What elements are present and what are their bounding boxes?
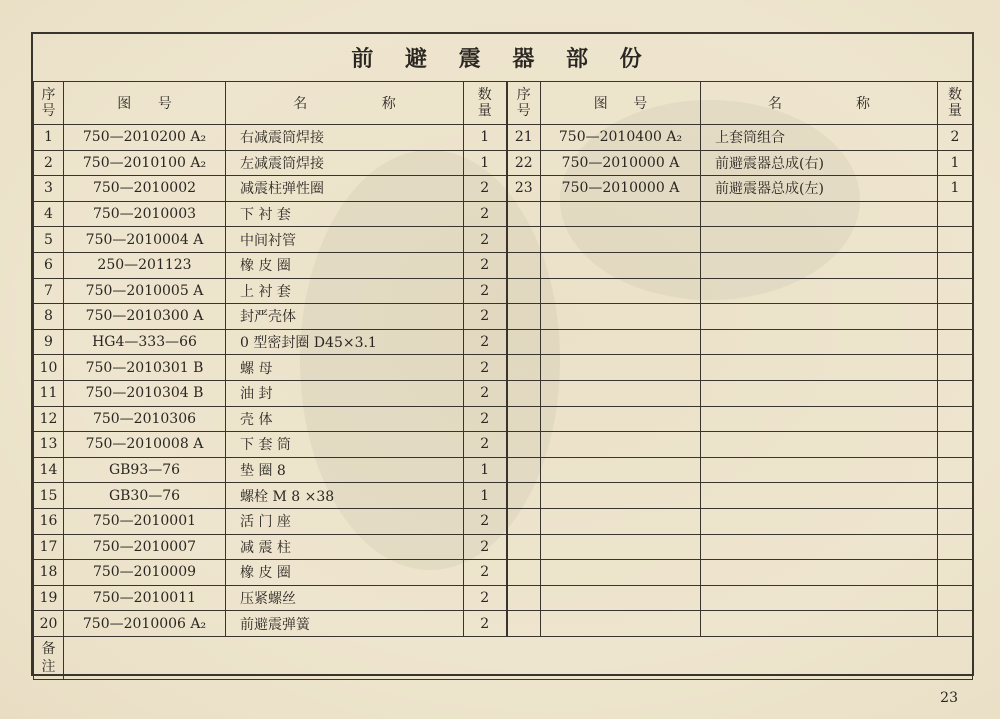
part-quantity-right: 1 bbox=[938, 150, 973, 176]
row-number: 14 bbox=[34, 457, 64, 483]
part-quantity: 2 bbox=[464, 406, 507, 432]
part-code-right bbox=[541, 329, 701, 355]
table-row bbox=[34, 508, 973, 534]
part-quantity: 2 bbox=[464, 278, 507, 304]
notes-label: 备 注 bbox=[34, 636, 64, 679]
part-code-right bbox=[541, 585, 701, 611]
part-name: 封严壳体 bbox=[226, 304, 464, 330]
part-quantity: 1 bbox=[464, 483, 507, 509]
table-row bbox=[34, 585, 973, 611]
row-number-right bbox=[507, 406, 541, 432]
row-number: 9 bbox=[34, 329, 64, 355]
part-quantity-right bbox=[938, 355, 973, 381]
part-code-right bbox=[541, 611, 701, 637]
part-name: 减震柱弹性圈 bbox=[226, 176, 464, 202]
part-quantity: 2 bbox=[464, 304, 507, 330]
part-name-right bbox=[701, 201, 938, 227]
row-number-right bbox=[507, 329, 541, 355]
part-name-right: 前避震器总成(右) bbox=[701, 150, 938, 176]
row-number: 1 bbox=[34, 125, 64, 151]
part-name: 上 衬 套 bbox=[226, 278, 464, 304]
part-name: 0 型密封圈 D45×3.1 bbox=[226, 329, 464, 355]
part-code: 750—2010306 bbox=[64, 406, 226, 432]
part-code-right bbox=[541, 201, 701, 227]
table-row bbox=[34, 432, 973, 458]
table-row bbox=[34, 560, 973, 586]
part-quantity: 2 bbox=[464, 534, 507, 560]
part-quantity: 1 bbox=[464, 457, 507, 483]
parts-table-frame bbox=[31, 32, 974, 676]
part-name-right bbox=[701, 432, 938, 458]
row-number-right bbox=[507, 380, 541, 406]
row-number-right bbox=[507, 432, 541, 458]
part-quantity: 2 bbox=[464, 329, 507, 355]
row-number: 7 bbox=[34, 278, 64, 304]
row-number: 11 bbox=[34, 380, 64, 406]
part-name: 螺栓 M 8 ×38 bbox=[226, 483, 464, 509]
part-quantity-right: 1 bbox=[938, 176, 973, 202]
row-number: 16 bbox=[34, 508, 64, 534]
part-quantity: 2 bbox=[464, 380, 507, 406]
row-number: 4 bbox=[34, 201, 64, 227]
part-quantity-right: 2 bbox=[938, 125, 973, 151]
row-number-right bbox=[507, 278, 541, 304]
part-quantity: 2 bbox=[464, 355, 507, 381]
table-row bbox=[34, 534, 973, 560]
part-quantity-right bbox=[938, 227, 973, 253]
table-row bbox=[34, 355, 973, 381]
part-code: 750—2010004 A bbox=[64, 227, 226, 253]
part-quantity-right bbox=[938, 329, 973, 355]
part-code: 750—2010300 A bbox=[64, 304, 226, 330]
header-qty-right: 数 量 bbox=[938, 82, 973, 125]
part-name-right bbox=[701, 585, 938, 611]
part-quantity-right bbox=[938, 278, 973, 304]
part-code-right bbox=[541, 457, 701, 483]
part-name-right bbox=[701, 611, 938, 637]
part-name: 活 门 座 bbox=[226, 508, 464, 534]
part-name-right bbox=[701, 406, 938, 432]
row-number: 18 bbox=[34, 560, 64, 586]
part-name: 减 震 柱 bbox=[226, 534, 464, 560]
part-name: 前避震弹簧 bbox=[226, 611, 464, 637]
page-title: 前 避 震 器 部 份 bbox=[33, 34, 972, 82]
table-row bbox=[34, 304, 973, 330]
table-row bbox=[34, 483, 973, 509]
part-quantity: 1 bbox=[464, 150, 507, 176]
part-code: 750—2010007 bbox=[64, 534, 226, 560]
row-number: 10 bbox=[34, 355, 64, 381]
part-name: 中间衬管 bbox=[226, 227, 464, 253]
part-name: 壳 体 bbox=[226, 406, 464, 432]
part-quantity-right bbox=[938, 585, 973, 611]
part-code: 750—2010003 bbox=[64, 201, 226, 227]
part-name-right bbox=[701, 483, 938, 509]
row-number: 17 bbox=[34, 534, 64, 560]
part-code: 750—2010200 A₂ bbox=[64, 125, 226, 151]
row-number: 8 bbox=[34, 304, 64, 330]
part-code: 750—2010011 bbox=[64, 585, 226, 611]
row-number: 12 bbox=[34, 406, 64, 432]
part-quantity-right bbox=[938, 406, 973, 432]
table-row bbox=[34, 150, 973, 176]
part-name: 下 套 筒 bbox=[226, 432, 464, 458]
part-quantity-right bbox=[938, 611, 973, 637]
row-number: 19 bbox=[34, 585, 64, 611]
table-row bbox=[34, 278, 973, 304]
part-code: 250—201123 bbox=[64, 252, 226, 278]
part-code-right bbox=[541, 560, 701, 586]
header-name-right: 名 称 bbox=[701, 82, 938, 125]
part-code-right: 750—2010400 A₂ bbox=[541, 125, 701, 151]
header-name: 名 称 bbox=[226, 82, 464, 125]
part-code: 750—2010001 bbox=[64, 508, 226, 534]
part-code: 750—2010005 A bbox=[64, 278, 226, 304]
part-code: HG4—333—66 bbox=[64, 329, 226, 355]
part-name: 橡 皮 圈 bbox=[226, 560, 464, 586]
row-number: 2 bbox=[34, 150, 64, 176]
notes-row bbox=[34, 636, 973, 679]
row-number-right bbox=[507, 227, 541, 253]
table-row bbox=[34, 176, 973, 202]
part-quantity: 2 bbox=[464, 585, 507, 611]
row-number-right: 22 bbox=[507, 150, 541, 176]
row-number: 13 bbox=[34, 432, 64, 458]
part-name: 左减震筒焊接 bbox=[226, 150, 464, 176]
row-number-right: 23 bbox=[507, 176, 541, 202]
part-quantity-right bbox=[938, 534, 973, 560]
header-seq-right: 序 号 bbox=[507, 82, 541, 125]
part-quantity-right bbox=[938, 432, 973, 458]
part-name-right bbox=[701, 560, 938, 586]
part-code: 750—2010301 B bbox=[64, 355, 226, 381]
part-quantity-right bbox=[938, 483, 973, 509]
part-code-right bbox=[541, 508, 701, 534]
part-code-right bbox=[541, 304, 701, 330]
part-quantity: 2 bbox=[464, 611, 507, 637]
part-code-right bbox=[541, 534, 701, 560]
part-name-right bbox=[701, 278, 938, 304]
part-quantity: 2 bbox=[464, 560, 507, 586]
part-name-right bbox=[701, 227, 938, 253]
table-header-row bbox=[34, 82, 973, 125]
part-quantity-right bbox=[938, 252, 973, 278]
part-code-right bbox=[541, 227, 701, 253]
part-name-right bbox=[701, 508, 938, 534]
table-row bbox=[34, 201, 973, 227]
part-name-right bbox=[701, 355, 938, 381]
table-row bbox=[34, 227, 973, 253]
row-number-right bbox=[507, 355, 541, 381]
part-code-right bbox=[541, 278, 701, 304]
part-name: 压紧螺丝 bbox=[226, 585, 464, 611]
part-quantity-right bbox=[938, 380, 973, 406]
parts-table bbox=[33, 81, 973, 680]
row-number-right bbox=[507, 304, 541, 330]
part-code-right bbox=[541, 406, 701, 432]
part-name-right bbox=[701, 304, 938, 330]
table-row bbox=[34, 406, 973, 432]
row-number-right: 21 bbox=[507, 125, 541, 151]
table-row bbox=[34, 611, 973, 637]
part-quantity: 2 bbox=[464, 176, 507, 202]
part-code-right bbox=[541, 380, 701, 406]
part-name: 垫 圈 8 bbox=[226, 457, 464, 483]
part-code: GB93—76 bbox=[64, 457, 226, 483]
row-number-right bbox=[507, 585, 541, 611]
part-code-right: 750—2010000 A bbox=[541, 176, 701, 202]
part-code: 750—2010008 A bbox=[64, 432, 226, 458]
part-name: 右减震筒焊接 bbox=[226, 125, 464, 151]
part-quantity-right bbox=[938, 457, 973, 483]
table-row bbox=[34, 125, 973, 151]
part-code: 750—2010006 A₂ bbox=[64, 611, 226, 637]
row-number-right bbox=[507, 252, 541, 278]
part-code-right: 750—2010000 A bbox=[541, 150, 701, 176]
row-number: 3 bbox=[34, 176, 64, 202]
header-qty: 数 量 bbox=[464, 82, 507, 125]
header-code: 图 号 bbox=[64, 82, 226, 125]
row-number-right bbox=[507, 457, 541, 483]
row-number: 6 bbox=[34, 252, 64, 278]
part-quantity: 2 bbox=[464, 201, 507, 227]
row-number-right bbox=[507, 560, 541, 586]
part-name-right bbox=[701, 380, 938, 406]
part-name: 下 衬 套 bbox=[226, 201, 464, 227]
part-name-right: 上套筒组合 bbox=[701, 125, 938, 151]
part-code: 750—2010100 A₂ bbox=[64, 150, 226, 176]
table-row bbox=[34, 380, 973, 406]
part-code-right bbox=[541, 432, 701, 458]
part-name-right bbox=[701, 534, 938, 560]
part-name: 螺 母 bbox=[226, 355, 464, 381]
part-quantity: 2 bbox=[464, 508, 507, 534]
part-code: GB30—76 bbox=[64, 483, 226, 509]
row-number-right bbox=[507, 508, 541, 534]
part-code-right bbox=[541, 252, 701, 278]
part-quantity: 1 bbox=[464, 125, 507, 151]
part-name: 油 封 bbox=[226, 380, 464, 406]
table-row bbox=[34, 329, 973, 355]
row-number: 20 bbox=[34, 611, 64, 637]
part-name-right: 前避震器总成(左) bbox=[701, 176, 938, 202]
row-number-right bbox=[507, 534, 541, 560]
row-number: 15 bbox=[34, 483, 64, 509]
part-quantity: 2 bbox=[464, 252, 507, 278]
part-name: 橡 皮 圈 bbox=[226, 252, 464, 278]
part-quantity: 2 bbox=[464, 227, 507, 253]
part-code-right bbox=[541, 355, 701, 381]
table-row bbox=[34, 252, 973, 278]
part-quantity-right bbox=[938, 560, 973, 586]
part-name-right bbox=[701, 252, 938, 278]
part-code: 750—2010002 bbox=[64, 176, 226, 202]
row-number-right bbox=[507, 201, 541, 227]
header-seq: 序 号 bbox=[34, 82, 64, 125]
part-quantity-right bbox=[938, 201, 973, 227]
part-quantity-right bbox=[938, 304, 973, 330]
table-row bbox=[34, 457, 973, 483]
page-number: 23 bbox=[940, 690, 958, 706]
part-code-right bbox=[541, 483, 701, 509]
part-name-right bbox=[701, 457, 938, 483]
row-number-right bbox=[507, 483, 541, 509]
part-code: 750—2010009 bbox=[64, 560, 226, 586]
row-number: 5 bbox=[34, 227, 64, 253]
part-quantity: 2 bbox=[464, 432, 507, 458]
header-code-right: 图 号 bbox=[541, 82, 701, 125]
part-quantity-right bbox=[938, 508, 973, 534]
part-name-right bbox=[701, 329, 938, 355]
notes-content bbox=[64, 636, 973, 679]
row-number-right bbox=[507, 611, 541, 637]
part-code: 750—2010304 B bbox=[64, 380, 226, 406]
